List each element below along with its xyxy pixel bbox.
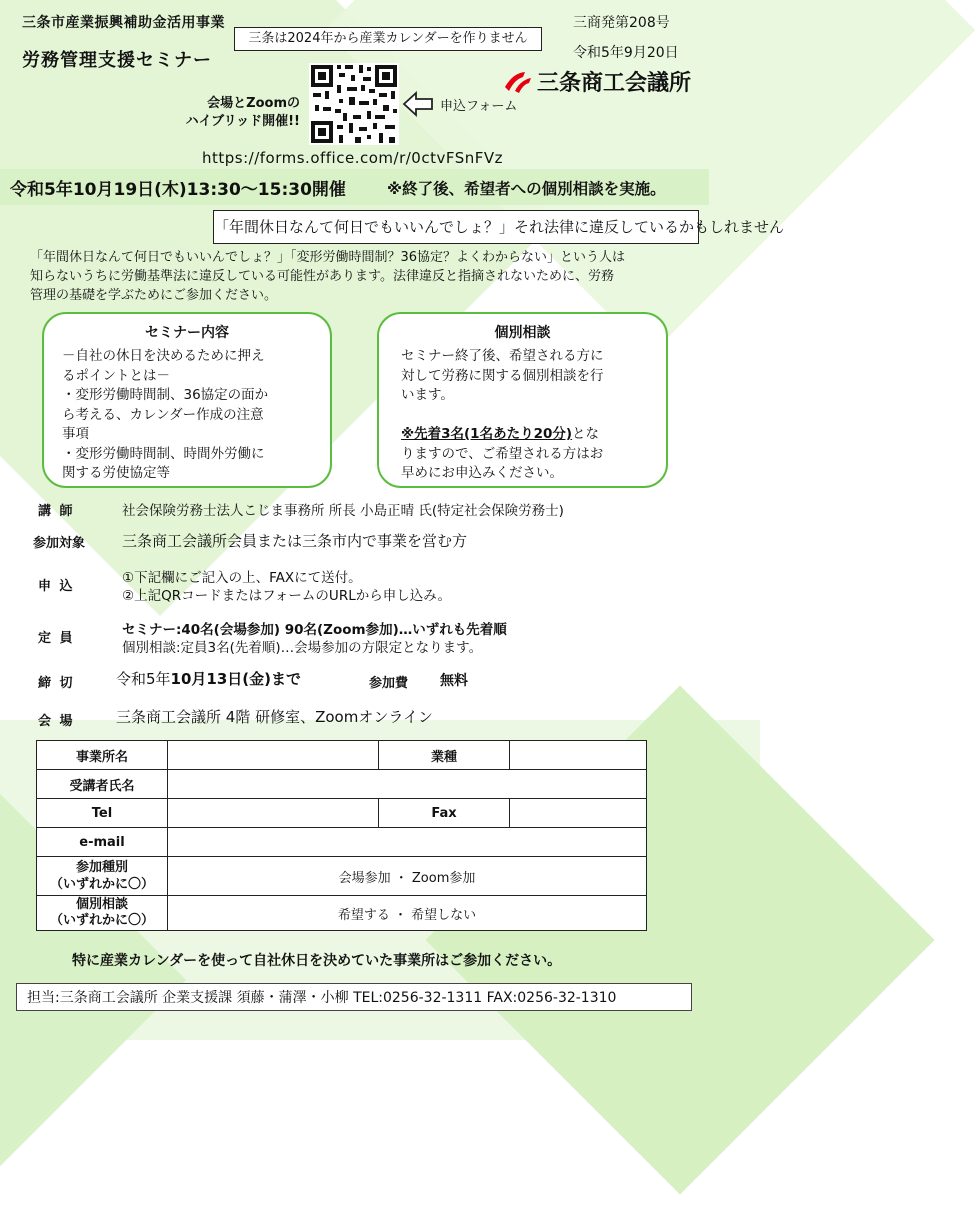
email-label: e-mail	[37, 828, 168, 857]
company-field[interactable]	[168, 741, 379, 770]
capacity-line: セミナー:40名(会場参加) 90名(Zoom参加)…いずれも先着順	[122, 622, 507, 638]
venue-text: 三条商工会議所 4階 研修室、Zoomオンライン	[116, 708, 433, 726]
fee-text: 無料	[440, 673, 468, 689]
application-form	[36, 740, 647, 931]
tel-field[interactable]	[168, 799, 379, 828]
attendee-field[interactable]	[168, 770, 647, 799]
card-line: 対して労務に関する個別相談を行	[401, 367, 604, 384]
limit-emphasis: ※先着3名(1名あたり20分)	[401, 426, 573, 442]
qr-code-icon[interactable]	[309, 63, 399, 145]
fax-field[interactable]	[510, 799, 647, 828]
consult-options[interactable]: 希望する ・ 希望しない	[168, 896, 647, 931]
target-label: 参加対象	[33, 536, 86, 551]
apply-label: 申 込	[38, 579, 75, 594]
headline: 「年間休日なんて何日でもいいんでしょ？」それ法律に違反しているかもしれません	[213, 210, 699, 244]
hybrid-line: ハイブリッド開催!!	[185, 114, 300, 129]
capacity-label: 定 員	[38, 631, 75, 646]
card-title: 個別相談	[494, 325, 551, 341]
consult-label-line: 個別相談	[75, 897, 128, 912]
arrow-left-icon	[402, 91, 434, 117]
industry-field[interactable]	[510, 741, 647, 770]
intro-line: 管理の基礎を学ぶためにご参加ください。	[30, 288, 278, 303]
deadline-text	[116, 668, 301, 689]
fee-label: 参加費	[369, 676, 409, 691]
consultation-card	[377, 312, 668, 488]
venue-label: 会 場	[38, 714, 75, 729]
deadline-date: 10月13日(金)まで	[170, 670, 302, 688]
card-body	[62, 347, 322, 484]
document-number: 三商発第208号	[573, 15, 670, 31]
table-row	[37, 896, 647, 931]
consult-label-line: （いずれかに〇）	[49, 913, 154, 928]
capacity-line: 個別相談:定員3名(先着順)…会場参加の方限定となります。	[122, 640, 483, 656]
type-options[interactable]: 会場参加 ・ Zoom参加	[168, 857, 647, 896]
card-line: セミナー終了後、希望される方に	[401, 348, 604, 364]
card-line: －自社の休日を決めるために押え	[62, 348, 265, 364]
intro-line: 「年間休日なんて何日でもいいんでしょ？」「変形労働時間制？36協定？よくわからない」という人は	[30, 250, 626, 265]
org-logo	[503, 66, 691, 97]
card-line: ら考える、カレンダー作成の注意	[62, 406, 264, 423]
card-line: ・変形労働時間制、時間外労働に	[62, 445, 265, 462]
company-label: 事業所名	[37, 741, 168, 770]
industry-label: 業種	[379, 741, 510, 770]
contact-footer: 担当:三条商工会議所 企業支援課 須藤・蒲澤・小柳 TEL:0256-32-1311 FAX:0256-32-1310	[16, 983, 692, 1011]
seminar-content-card	[42, 312, 332, 488]
card-line	[401, 425, 655, 445]
hybrid-line: 会場とZoomの	[207, 96, 300, 111]
project-name: 三条市産業振興補助金活用事業	[22, 15, 225, 31]
card-line: りますので、ご希望される方はお	[401, 445, 604, 462]
org-logo-text: 三条商工会議所	[537, 71, 692, 96]
card-title: セミナー内容	[145, 325, 229, 341]
table-row	[37, 770, 647, 799]
tel-label: Tel	[37, 799, 168, 828]
apply-line: ①下記欄にご記入の上、FAXにて送付。	[122, 570, 362, 586]
type-label	[37, 857, 168, 896]
lecturer-label: 講 師	[38, 504, 75, 519]
seminar-title: 労務管理支援セミナー	[22, 50, 212, 71]
table-row	[37, 857, 647, 896]
event-note: ※終了後、希望者への個別相談を実施。	[387, 180, 666, 198]
intro-text	[30, 248, 690, 305]
type-label-line: （いずれかに〇）	[49, 877, 154, 892]
card-body	[401, 347, 655, 484]
lecturer-text: 社会保険労務士法人こじま事務所 所長 小島正晴 氏(特定社会保険労務士)	[122, 503, 564, 519]
card-line: るポイントとは－	[62, 367, 170, 384]
attendee-label: 受講者氏名	[37, 770, 168, 799]
apply-line: ②上記QRコードまたはフォームのURLから申し込み。	[122, 588, 452, 604]
card-line: 事項	[62, 426, 89, 442]
limit-rest: とな	[572, 426, 600, 442]
deadline-prefix: 令和5年	[116, 670, 171, 688]
table-row	[37, 741, 647, 770]
card-line: います。	[401, 387, 454, 403]
target-text: 三条商工会議所会員または三条市内で事業を営む方	[122, 532, 468, 550]
card-line: 関する労使協定等	[62, 465, 170, 481]
event-datetime: 令和5年10月19日(木)13:30～15:30開催	[10, 180, 346, 200]
card-line: ・変形労働時間制、36協定の面か	[62, 387, 269, 403]
deadline-label: 締 切	[38, 676, 75, 691]
fax-label: Fax	[379, 799, 510, 828]
email-field[interactable]	[168, 828, 647, 857]
table-row	[37, 799, 647, 828]
card-line: 早めにお申込みください。	[401, 465, 563, 481]
consult-label	[37, 896, 168, 931]
intro-line: 知らないうちに労働基準法に違反している可能性があります。法律違反と指摘されないために、労務	[30, 269, 614, 284]
bottom-note: 特に産業カレンダーを使って自社休日を決めていた事業所はご参加ください。	[72, 953, 562, 969]
notice-box: 三条は2024年から産業カレンダーを作りません	[234, 27, 542, 51]
apply-form-label: 申込フォーム	[440, 99, 518, 114]
hybrid-note	[170, 95, 300, 131]
logo-mark-icon	[503, 69, 533, 95]
table-row	[37, 828, 647, 857]
type-label-line: 参加種別	[75, 860, 128, 875]
form-url-link[interactable]: https://forms.office.com/r/0ctvFSnFVz	[202, 149, 503, 167]
issue-date: 令和5年9月20日	[573, 45, 679, 61]
